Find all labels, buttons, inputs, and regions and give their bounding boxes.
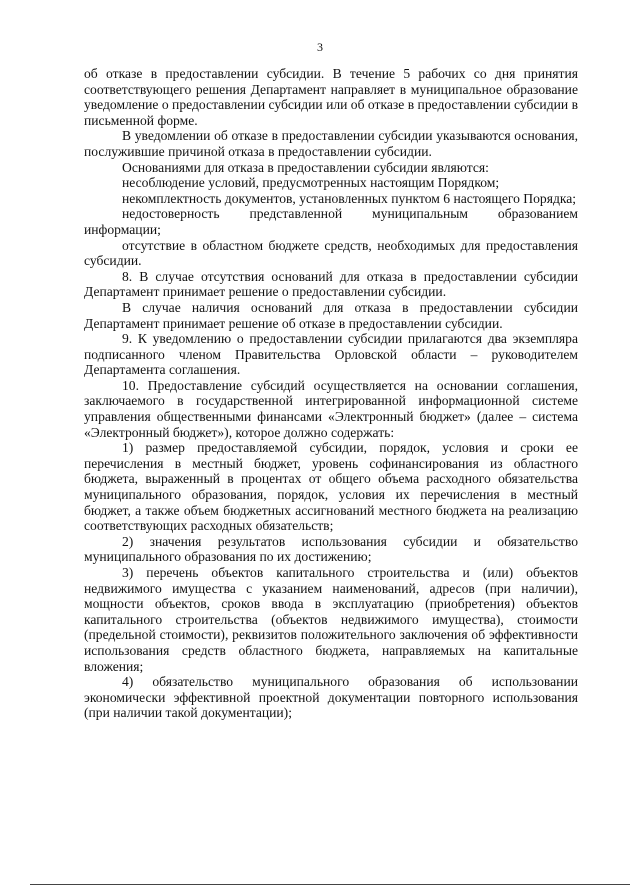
clause-10-item-1: 1) размер предоставляемой субсидии, порядок, условия и сроки ее перечисления в местный бюджет, уровень софинансирования из областного бюджета, выраженный в процентах от общего объема расходного обязательства муниципального образования, порядок, условия их перечисления в местный бюджет, а также объем бюджетных ассигнований местного бюджета на реализацию соответствующих расходных обязательств; xyxy=(84,440,578,534)
paragraph-refusal-notice: об отказе в предоставлении субсидии. В течение 5 рабочих со дня принятия соответствующего решения Департамент направляет в муниципальное образование уведомление о предоставлении субсидии или об отказе в предоставлении субсидии в письменной форме. xyxy=(84,66,578,128)
clause-10-item-2: 2) значения результатов использования субсидии и обязательство муниципального образования по их достижению; xyxy=(84,533,578,565)
page-number: 3 xyxy=(317,40,323,54)
document-body xyxy=(84,66,578,721)
clause-8-refusal: В случае наличия оснований для отказа в предоставлении субсидии Департамент принимает решение об отказе в предоставлении субсидии. xyxy=(84,299,578,331)
clause-9: 9. К уведомлению о предоставлении субсидии прилагаются два экземпляра подписанного членом Правительства Орловской области – руководителем Департамента соглашения. xyxy=(84,331,578,378)
list-item-incomplete-documents: некомплектность документов, установленных пунктом 6 настоящего Порядка; xyxy=(122,190,577,206)
clause-8: 8. В случае отсутствия оснований для отказа в предоставлении субсидии Департамент принимает решение о предоставлении субсидии. xyxy=(84,268,578,300)
paragraph-refusal-grounds-intro: Основаниями для отказа в предоставлении субсидии являются: xyxy=(122,159,489,175)
list-item-noncompliance: несоблюдение условий, предусмотренных настоящим Порядком; xyxy=(122,175,500,191)
list-item-unreliable-information: недостоверность представленной муниципальным образованием информации; xyxy=(84,206,578,237)
page-bottom-rule xyxy=(30,884,630,885)
list-item-lack-of-funds: отсутствие в областном бюджете средств, необходимых для предоставления субсидии. xyxy=(84,237,578,269)
clause-10-item-4: 4) обязательство муниципального образования об использовании экономически эффективной проектной документации повторного использования (при наличии такой документации); xyxy=(84,674,578,721)
clause-10: 10. Предоставление субсидий осуществляется на основании соглашения, заключаемого в государственной интегрированной информационной системе управления общественными финансами «Электронный бюджет» (далее – система «Электронный бюджет»), которое должно содержать: xyxy=(84,377,578,440)
clause-10-item-3: 3) перечень объектов капитального строительства и (или) объектов недвижимого имущества с указанием наименований, адресов (при наличии), мощности объектов, сроков ввода в эксплуатацию (приобретения) объектов капитального строительства (объектов недвижимого имущества), стоимости (предельной стоимости), реквизитов положительного заключения об эффективности использования средств областного бюджета, направляемых на капитальные вложения; xyxy=(84,565,578,674)
paragraph-refusal-grounds-stated: В уведомлении об отказе в предоставлении субсидии указываются основания, послужившие причиной отказа в предоставлении субсидии. xyxy=(84,128,578,159)
